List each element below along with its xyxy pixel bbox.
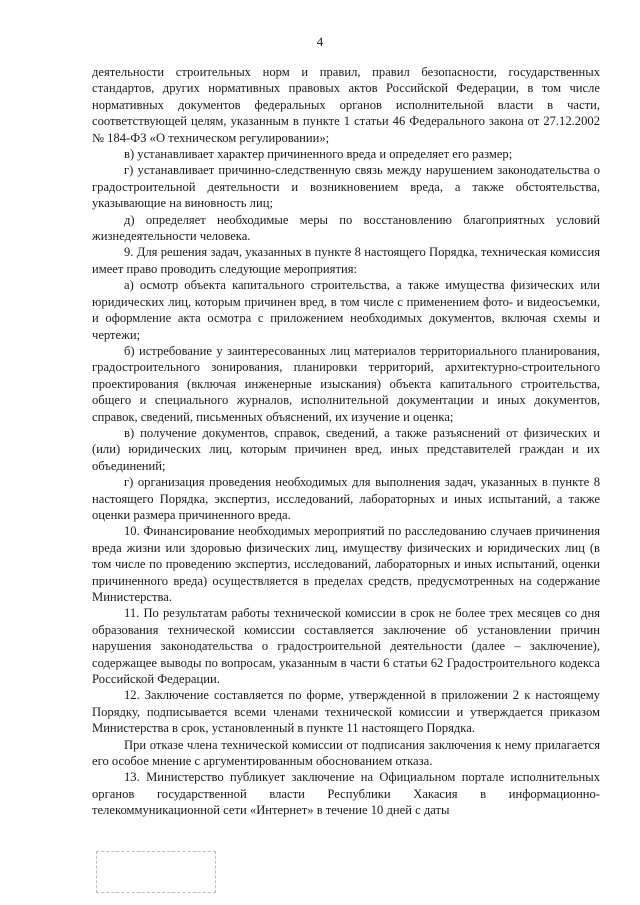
faded-stamp bbox=[96, 851, 216, 893]
paragraph-9-g: г) организация проведения необходимых для выполнения задач, указанных в пункте 8 настоящего Порядка, экспертиз, исследований, лабораторных и иных испытаний, а также оценки размера причиненного вреда. bbox=[92, 475, 600, 522]
paragraph-9-b: б) истребование у заинтересованных лиц материалов территориального планирования, градостроительного зонирования, планировки территорий, архитектурно-строительного проектирования (включая инженерные изыскания) объекта капитального строительства, общего и специального журналов, исполнительной документации и иных документов, справок, сведений, письменных объяснений, их изучение и оценка; bbox=[92, 343, 600, 424]
paragraph-9: 9. Для решения задач, указанных в пункте 8 настоящего Порядка, техническая комиссия имеет право проводить следующие мероприятия: bbox=[92, 245, 600, 276]
paragraph-12: 12. Заключение составляется по форме, утвержденной в приложении 2 к настоящему Порядку, подписывается всеми членами технической комиссии и утверждается приказом Министерства в срок, установленный в пункте 11 настоящего Порядка. bbox=[92, 688, 600, 736]
paragraph-9-v: в) получение документов, справок, сведений, а также разъяснений от физических и (или) юридических лиц, которым причинен вред, иных представителей граждан и их объединений; bbox=[92, 425, 600, 473]
paragraph-11: 11. По результатам работы технической комиссии в срок не более трех месяцев со дня образования технической комиссии составляется заключение об установлении причин нарушения законодательства о градостроительной деятельности (далее – заключение), содержащее выводы по вопросам, указанным в части 6 статьи 62 Градостроительного кодекса Российской Федерации. bbox=[92, 606, 600, 687]
document-body bbox=[92, 64, 600, 819]
paragraph-12-refusal: При отказе члена технической комиссии от подписания заключения к нему прилагается его особое мнение с аргументированным обоснованием отказа. bbox=[92, 737, 600, 769]
paragraph-item-g: г) устанавливает причинно-следственную связь между нарушением законодательства о градостроительной деятельности и возникновением вреда, а также обстоятельства, указывающие на виновность лиц; bbox=[92, 163, 600, 211]
paragraph-13: 13. Министерство публикует заключение на Официальном портале исполнительных органов государственной власти Республики Хакасия в информационно-телекоммуникационной сети «Интернет» в течение 10 дней с даты bbox=[92, 770, 600, 818]
paragraph-10: 10. Финансирование необходимых мероприятий по расследованию случаев причинения вреда жизни или здоровью физических лиц, имуществу физических и юридических лиц (в том числе по проведению экспертиз, исследований, лабораторных и иных испытаний, оценки причиненного вреда) осуществляется в пределах средств, предусмотренных на содержание Министерства. bbox=[92, 524, 600, 604]
paragraph-item-v: в) устанавливает характер причиненного вреда и определяет его размер; bbox=[124, 147, 513, 162]
paragraph-9-a: а) осмотр объекта капитального строительства, а также имущества физических или юридических лиц, которым причинен вред, в том числе с применением фото- и видеосъемки, и оформление акта осмотра с приложением необходимых документов, включая схемы и чертежи; bbox=[92, 278, 600, 342]
page-number: 4 bbox=[316, 34, 324, 49]
paragraph-item-d: д) определяет необходимые меры по восстановлению благоприятных условий жизнедеятельности человека. bbox=[92, 212, 600, 244]
paragraph-continuation: деятельности строительных норм и правил, правил безопасности, государственных стандартов, других нормативных правовых актов Российской Федерации, в том числе нормативных документов федеральных органов исполнительной власти в части, соответствующей целям, указанным в пункте 1 статьи 46 Федерального закона от 27.12.2002 № 184-ФЗ «О техническом регулировании»; bbox=[92, 65, 600, 145]
